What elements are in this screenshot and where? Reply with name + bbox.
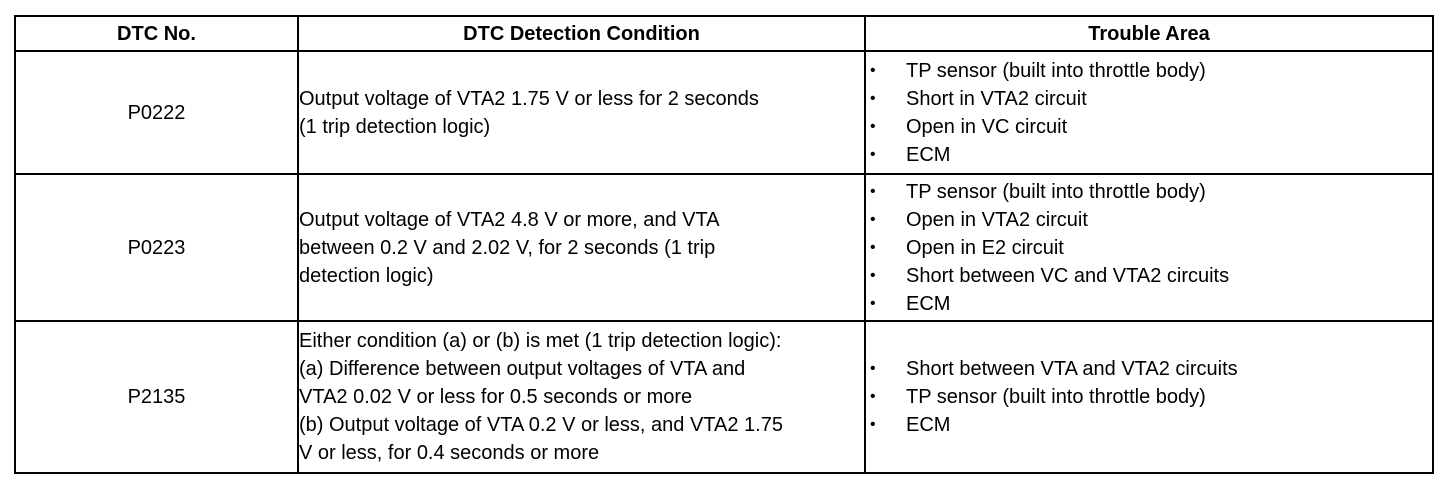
- trouble-area-text: Short in VTA2 circuit: [906, 87, 1087, 110]
- header-dtc-no: DTC No.: [15, 16, 298, 51]
- trouble-area: [865, 51, 1433, 174]
- trouble-area-list: [866, 355, 1432, 439]
- list-item: [866, 411, 1432, 439]
- trouble-area: [865, 321, 1433, 473]
- detection-condition: [298, 321, 865, 473]
- condition-line: between 0.2 V and 2.02 V, for 2 seconds (1 trip: [299, 236, 716, 259]
- dtc-code: P2135: [15, 321, 298, 473]
- bullet-icon: •: [870, 89, 876, 107]
- condition-line: (b) Output voltage of VTA 0.2 V or less, and VTA2 1.75: [299, 414, 783, 436]
- list-item: [866, 178, 1432, 206]
- bullet-icon: •: [870, 360, 876, 377]
- list-item: [866, 57, 1432, 85]
- bullet-icon: •: [870, 182, 876, 200]
- condition-line: Either condition (a) or (b) is met (1 trip detection logic):: [299, 330, 782, 352]
- trouble-area-text: Open in VTA2 circuit: [906, 208, 1088, 231]
- detection-condition: [298, 174, 865, 321]
- bullet-icon: •: [870, 238, 876, 256]
- table-row: [15, 174, 1433, 321]
- trouble-area-list: [866, 57, 1432, 169]
- trouble-area-text: TP sensor (built into throttle body): [906, 180, 1206, 203]
- bullet-icon: •: [870, 266, 876, 284]
- trouble-area-text: TP sensor (built into throttle body): [906, 386, 1206, 408]
- trouble-area-text: Open in E2 circuit: [906, 236, 1064, 259]
- bullet-icon: •: [870, 388, 876, 405]
- table-row: [15, 321, 1433, 473]
- dtc-table: [14, 15, 1434, 474]
- list-item: [866, 234, 1432, 262]
- bullet-icon: •: [870, 117, 876, 135]
- bullet-icon: •: [870, 61, 876, 79]
- condition-line: (1 trip detection logic): [299, 115, 491, 138]
- list-item: [866, 206, 1432, 234]
- trouble-area-text: Open in VC circuit: [906, 115, 1068, 138]
- table-header-row: [15, 16, 1433, 51]
- header-trouble-area: Trouble Area: [865, 16, 1433, 51]
- condition-line: (a) Difference between output voltages of VTA and: [299, 358, 746, 380]
- condition-line: Output voltage of VTA2 4.8 V or more, and VTA: [299, 208, 720, 231]
- list-item: [866, 262, 1432, 290]
- header-detection-condition: DTC Detection Condition: [298, 16, 865, 51]
- bullet-icon: •: [870, 416, 876, 433]
- dtc-code: P0222: [15, 51, 298, 174]
- table-row: [15, 51, 1433, 174]
- trouble-area-list: [866, 178, 1432, 318]
- dtc-code: P0223: [15, 174, 298, 321]
- bullet-icon: •: [870, 294, 876, 312]
- condition-line: VTA2 0.02 V or less for 0.5 seconds or more: [299, 386, 693, 408]
- list-item: [866, 355, 1432, 383]
- bullet-icon: •: [870, 145, 876, 163]
- trouble-area-text: ECM: [906, 292, 951, 315]
- trouble-area-text: TP sensor (built into throttle body): [906, 59, 1206, 82]
- list-item: [866, 290, 1432, 318]
- condition-line: V or less, for 0.4 seconds or more: [299, 442, 600, 464]
- trouble-area-text: ECM: [906, 143, 951, 166]
- list-item: [866, 113, 1432, 141]
- trouble-area-text: ECM: [906, 414, 951, 436]
- trouble-area-text: Short between VTA and VTA2 circuits: [906, 358, 1238, 380]
- trouble-area-text: Short between VC and VTA2 circuits: [906, 264, 1230, 287]
- list-item: [866, 141, 1432, 169]
- condition-line: Output voltage of VTA2 1.75 V or less for 2 seconds: [299, 87, 759, 110]
- list-item: [866, 85, 1432, 113]
- condition-line: detection logic): [299, 264, 434, 287]
- bullet-icon: •: [870, 210, 876, 228]
- detection-condition: [298, 51, 865, 174]
- trouble-area: [865, 174, 1433, 321]
- list-item: [866, 383, 1432, 411]
